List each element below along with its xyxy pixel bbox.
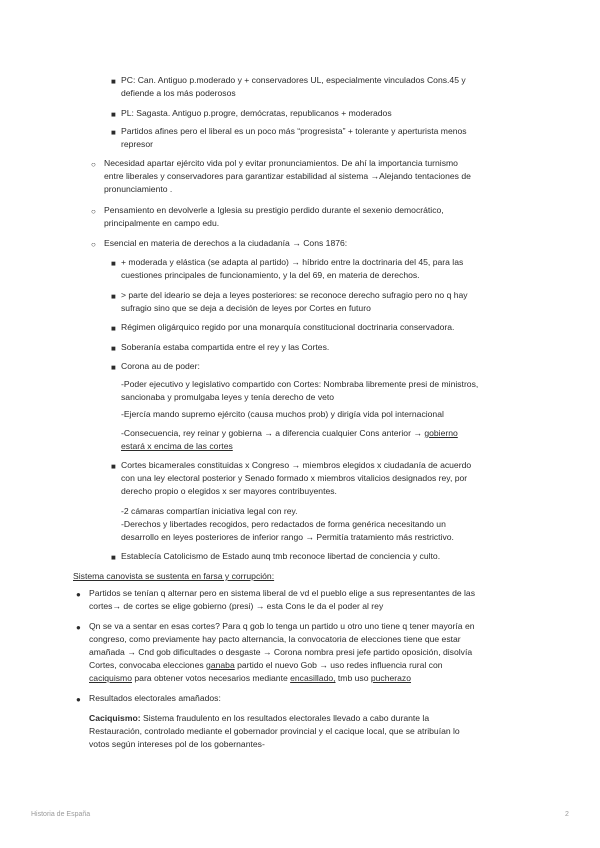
square-bullet-icon: ■ <box>111 344 116 353</box>
square-bullet-icon: ■ <box>111 77 116 86</box>
bullet-iglesia: Pensamiento en devolverle a Iglesia su prestigio perdido durante el sexenio democrático, <box>104 205 444 215</box>
bullet-cortes: Cortes bicamerales constituidas x Congreso → miembros elegidos x ciudadanía de acuerdo <box>121 460 472 470</box>
disc-bullet-icon: ● <box>76 695 81 704</box>
bullet-pc: PC: Can. Antiguo p.moderado y + conservadores UL, especialmente vinculados Cons.45 y <box>121 75 466 85</box>
corona-consecuencia-text <box>121 428 458 439</box>
bullet-iglesia-cont: principalmente en campo edu. <box>104 218 220 228</box>
term-caciquismo: Caciquismo: <box>89 713 141 723</box>
camaras-cont: desarrollo en leyes posteriores de inferior rango → Permitía tratamiento más restrictivo. <box>121 532 454 542</box>
bullet-corona: Corona au de poder: <box>121 361 200 371</box>
footer-page-number: 2 <box>565 811 569 818</box>
underlined-encasillado: encasillado, <box>290 673 336 683</box>
underlined-gobierno: gobierno <box>424 428 458 438</box>
bullet-ejercito-cont: pronunciamiento . <box>104 184 173 194</box>
corona-poder-text: -Poder ejecutivo y legislativo compartido con Cortes: Nombraba libremente presi de ministros, <box>121 379 479 389</box>
square-bullet-icon: ■ <box>111 324 116 333</box>
underlined-pucherazo: pucherazo <box>370 673 412 683</box>
bullet-pl: PL: Sagasta. Antiguo p.progre, demócratas, republicanos + moderados <box>121 108 392 118</box>
circle-bullet-icon: ○ <box>91 160 96 169</box>
bullet-derechos: Esencial en materia de derechos a la ciudadanía → Cons 1876: <box>104 238 348 248</box>
circle-bullet-icon: ○ <box>91 207 96 216</box>
circle-bullet-icon: ○ <box>91 240 96 249</box>
text-span: tmb uso <box>335 673 371 683</box>
bullet-cortes-pregunta-cont: amañada → Cnd gob dificultades o desgaste → Corona nombra presi jefe partido oposición, disolvía <box>89 647 473 657</box>
caciquismo-definition <box>89 713 429 724</box>
square-bullet-icon: ■ <box>111 110 116 119</box>
caciquismo-definition-cont: Restauración, controlado mediante el gobernador provincial y el cacique local, que se atribuían lo <box>89 726 460 736</box>
bullet-ideario: > parte del ideario se deja a leyes posteriores: se reconoce derecho sufragio pero no q hay <box>121 290 468 300</box>
text-span: Cortes, convocaba elecciones <box>89 660 207 670</box>
bullet-catolicismo: Establecía Catolicismo de Estado aunq tmb reconoce libertad de conciencia y culto. <box>121 551 441 561</box>
underlined-caciquismo: caciquismo <box>89 673 132 683</box>
bullet-cortes-pregunta-cont <box>89 673 411 684</box>
bullet-ejercito-cont: entre liberales y conservadores para garantizar estabilidad al sistema →Alejando tentaciones de <box>104 171 471 181</box>
bullet-cortes-cont: con una ley electoral posterior y Senado formado x miembros vitalicios designados rey, por <box>121 473 468 483</box>
bullet-afines: Partidos afines pero el liberal es un poco más “progresista” + tolerante y aperturista menos <box>121 126 467 136</box>
text-span: para obtener votos necesarios mediante <box>132 673 291 683</box>
bullet-moderada-cont: cuestiones principales de funcionamiento, y la del 69, en materia de derechos. <box>121 270 420 280</box>
corona-ejercito-text: -Ejercía mando supremo ejército (causa muchos prob) y dirigía vida pol internacional <box>121 409 444 419</box>
consecuencia-text: -Consecuencia, rey reinar y gobierna → a diferencia cualquier Cons anterior → <box>121 428 425 438</box>
bullet-cortes-pregunta-cont: congreso, como previamente hay pacto alternancia, la convocatoria de elecciones tiene que estar <box>89 634 461 644</box>
square-bullet-icon: ■ <box>111 462 116 471</box>
caciquismo-definition-cont: votos según intereses pol de los gobernantes- <box>89 739 265 749</box>
camaras-text: -2 cámaras compartían iniciativa legal con rey. <box>121 506 298 516</box>
square-bullet-icon: ■ <box>111 259 116 268</box>
bullet-cortes-cont: derecho propio o elegidos x ser mayores contribuyentes. <box>121 486 337 496</box>
footer-doc-title: Historia de España <box>31 811 91 818</box>
camaras-cont: -Derechos y libertades recogidos, pero redactados de forma genérica necesitando un <box>121 519 446 529</box>
disc-bullet-icon: ● <box>76 590 81 599</box>
text-span: Sistema fraudulento en los resultados electorales llevado a cabo durante la <box>140 713 430 723</box>
bullet-pc-cont: defiende a los más poderosos <box>121 88 236 98</box>
bullet-cortes-pregunta-cont <box>89 660 443 671</box>
square-bullet-icon: ■ <box>111 363 116 372</box>
bullet-ideario-cont: sufragio sino que se deja a decisión de leyes por Cortes en futuro <box>121 303 371 313</box>
square-bullet-icon: ■ <box>111 292 116 301</box>
bullet-cortes-pregunta: Qn se va a sentar en esas cortes? Para q gob lo tenga un partido u otro uno tiene q tener mayoría en <box>89 621 475 631</box>
underlined-encima-cortes: estará x encima de las cortes <box>121 441 233 451</box>
square-bullet-icon: ■ <box>111 128 116 137</box>
section-heading: Sistema canovista se sustenta en farsa y corrupción: <box>73 571 275 581</box>
bullet-regimen: Régimen oligárquico regido por una monarquía constitucional doctrinaria conservadora. <box>121 322 455 332</box>
bullet-afines-cont: represor <box>121 139 153 149</box>
bullet-ejercito: Necesidad apartar ejército vida pol y evitar pronunciamientos. De ahí la importancia turnismo <box>104 158 458 168</box>
square-bullet-icon: ■ <box>111 553 116 562</box>
bullet-resultados: Resultados electorales amañados: <box>89 693 221 703</box>
bullet-moderada: + moderada y elástica (se adapta al partido) → híbrido entre la doctrinaria del 45, para las <box>121 257 464 267</box>
bullet-soberania: Soberanía estaba compartida entre el rey y las Cortes. <box>121 342 330 352</box>
corona-poder-cont: sancionaba y promulgaba leyes y tenía derecho de veto <box>121 392 335 402</box>
text-span: partido el nuevo Gob → uso redes influencia rural con <box>234 660 443 670</box>
disc-bullet-icon: ● <box>76 623 81 632</box>
bullet-partidos-cont: cortes→ de cortes se elige gobierno (presi) → esta Cons le da el poder al rey <box>89 601 384 611</box>
underlined-ganaba: ganaba <box>206 660 235 670</box>
bullet-partidos: Partidos se tenían q alternar pero en sistema liberal de vd el pueblo elige a sus representantes de las <box>89 588 475 598</box>
